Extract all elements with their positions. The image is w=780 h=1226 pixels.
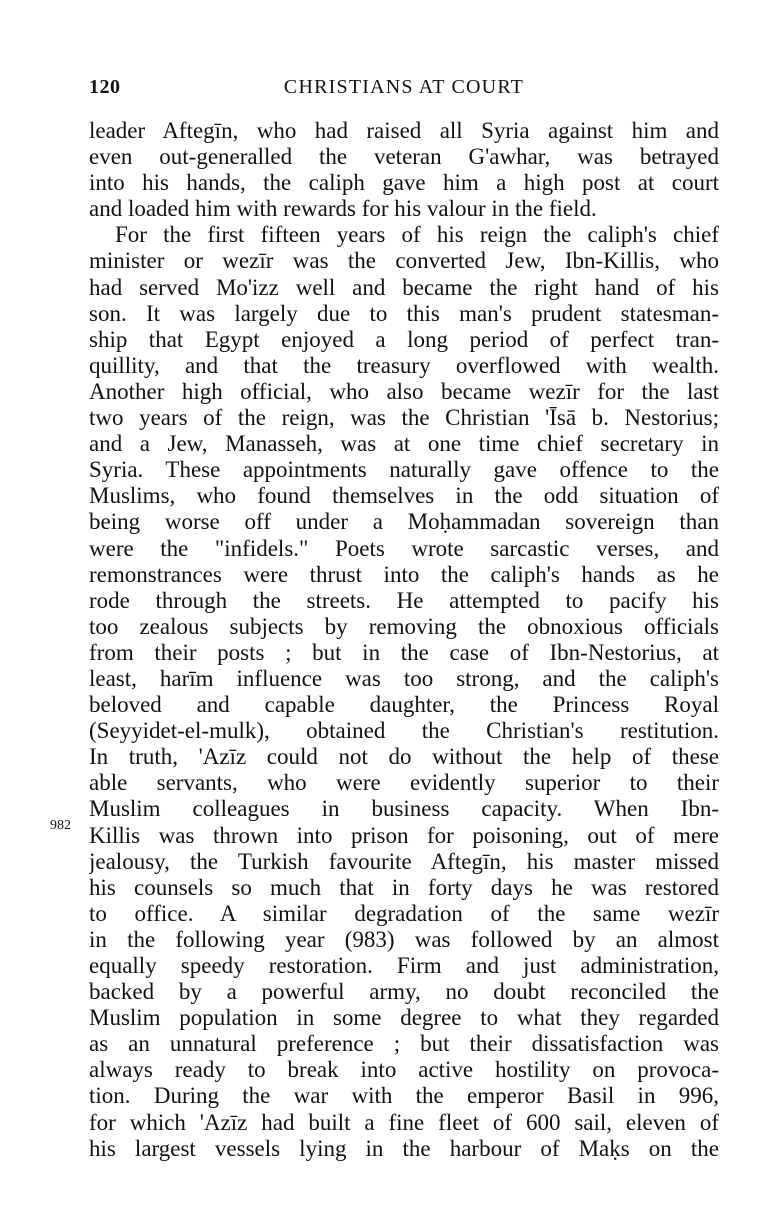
text-line: In truth, 'Azīz could not do without the help of these (89, 744, 719, 770)
text-line: least, harīm influence was too strong, and the caliph's (89, 665, 719, 691)
page-number: 120 (89, 76, 121, 98)
text-line: into his hands, the caliph gave him a high post at court (89, 170, 719, 196)
text-line: able servants, who were evidently superior to their (89, 770, 719, 796)
text-line: (Seyyidet-el-mulk), obtained the Christian's restitution. (89, 718, 719, 744)
running-head: CHRISTIANS AT COURT (283, 76, 525, 98)
text-line: as an unnatural preference ; but their dissatisfaction was (89, 1031, 719, 1057)
paragraph-start-line: For the first fifteen years of his reign the caliph's chief (115, 222, 719, 248)
text-line: equally speedy restoration. Firm and just administration, (89, 953, 719, 978)
text-line: rode through the streets. He attempted to pacify his (89, 587, 719, 613)
text-line: had served Mo'izz well and became the right hand of his (89, 274, 719, 300)
text-line: Muslim population in some degree to what they regarded (89, 1005, 719, 1031)
text-line: Muslim colleagues in business capacity. When Ibn- (89, 796, 719, 822)
text-line: remonstrances were thrust into the caliph's hands as he (89, 561, 719, 587)
text-line: Syria. These appointments naturally gave offence to the (89, 457, 719, 483)
text-line: quillity, and that the treasury overflowed with wealth. (89, 352, 719, 378)
text-line: being worse off under a Moḥammadan sovereign than (89, 509, 719, 535)
text-line: his largest vessels lying in the harbour of Maḳs on the (89, 1135, 719, 1161)
text-line: to office. A similar degradation of the same wezīr (89, 900, 719, 926)
text-line: in the following year (983) was followed by an almost (89, 926, 719, 952)
text-line: even out-generalled the veteran G'awhar, was betrayed (89, 144, 719, 170)
text-line: his counsels so much that in forty days he was restored (89, 874, 719, 900)
text-line: Another high official, who also became wezīr for the last (89, 378, 719, 404)
text-line: jealousy, the Turkish favourite Aftegīn, his master missed (89, 848, 719, 874)
text-line: from their posts ; but in the case of Ibn-Nestorius, at (89, 639, 719, 665)
text-line: and loaded him with rewards for his valour in the field. (89, 196, 597, 222)
text-line: beloved and capable daughter, the Princess Royal (89, 692, 719, 718)
text-line: ship that Egypt enjoyed a long period of perfect tran- (89, 326, 719, 352)
text-line: for which 'Azīz had built a fine fleet of 600 sail, eleven of (89, 1109, 719, 1135)
body-text (89, 118, 719, 1162)
text-line: Killis was thrown into prison for poisoning, out of mere (89, 822, 719, 848)
text-line: leader Aftegīn, who had raised all Syria against him and (89, 118, 719, 143)
text-line: son. It was largely due to this man's prudent statesman- (89, 300, 719, 326)
text-line: Muslims, who found themselves in the odd situation of (89, 483, 719, 509)
text-line: always ready to break into active hostility on provoca- (89, 1057, 719, 1083)
text-line: and a Jew, Manasseh, was at one time chief secretary in (89, 431, 719, 457)
page-header (89, 76, 719, 106)
text-line: two years of the reign, was the Christian 'Īsā b. Nestorius; (89, 405, 719, 431)
margin-year-note: 982 (50, 818, 71, 833)
text-line: minister or wezīr was the converted Jew, Ibn-Killis, who (89, 248, 719, 274)
text-line: too zealous subjects by removing the obnoxious officials (89, 613, 719, 639)
text-line: were the "infidels." Poets wrote sarcastic verses, and (89, 535, 719, 561)
text-line: tion. During the war with the emperor Basil in 996, (89, 1083, 719, 1109)
text-line: backed by a powerful army, no doubt reconciled the (89, 979, 719, 1005)
